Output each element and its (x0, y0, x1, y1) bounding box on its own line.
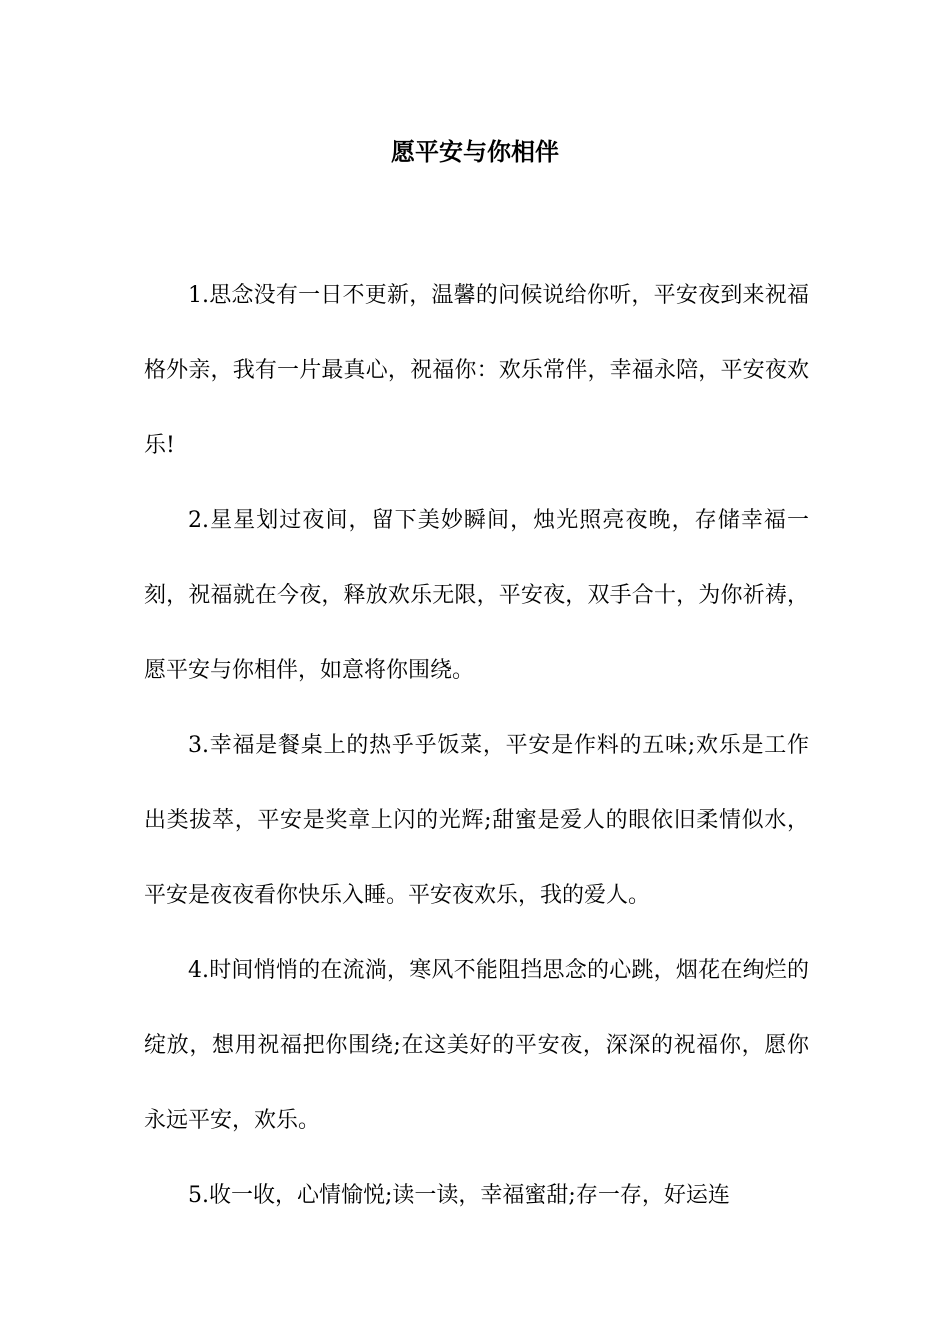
paragraph-1: 1.思念没有一日不更新，温馨的问候说给你听，平安夜到来祝福格外亲，我有一片最真心，祝福你：欢乐常伴，幸福永陪，平安夜欢乐! (144, 283, 809, 458)
document-body (144, 258, 809, 1233)
document-title: 愿平安与你相伴 (391, 137, 559, 166)
paragraph-5: 5.收一收，心情愉悦;读一读，幸福蜜甜;存一存，好运连 (188, 1183, 730, 1208)
paragraph-4: 4.时间悄悄的在流淌，寒风不能阻挡思念的心跳，烟花在绚烂的绽放，想用祝福把你围绕;在这美好的平安夜，深深的祝福你，愿你永远平安，欢乐。 (144, 958, 809, 1133)
paragraph-2: 2.星星划过夜间，留下美妙瞬间，烛光照亮夜晚，存储幸福一刻，祝福就在今夜，释放欢乐无限，平安夜，双手合十，为你祈祷，愿平安与你相伴，如意将你围绕。 (144, 508, 809, 683)
paragraph-3: 3.幸福是餐桌上的热乎乎饭菜，平安是作料的五味;欢乐是工作出类拔萃，平安是奖章上闪的光辉;甜蜜是爱人的眼依旧柔情似水，平安是夜夜看你快乐入睡。平安夜欢乐，我的爱人。 (144, 733, 809, 908)
